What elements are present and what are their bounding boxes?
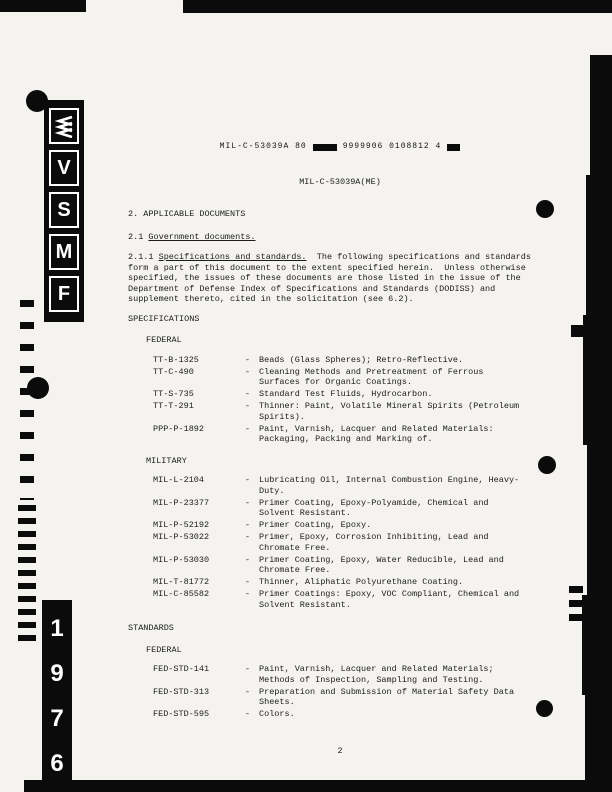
spec-row bbox=[153, 498, 552, 519]
spec-dash: - bbox=[245, 423, 251, 434]
scan-comb-marks-lower bbox=[18, 505, 36, 645]
spec-dash: - bbox=[245, 577, 251, 587]
sidebar-letter: M bbox=[55, 240, 73, 263]
spec-description: Paint, Varnish, Lacquer and Related Materials; Methods of Inspection, Sampling and Testing. bbox=[259, 664, 494, 685]
sidebar-digit: 1 bbox=[50, 614, 64, 642]
spec-description: Primer Coating, Epoxy. bbox=[259, 520, 372, 530]
spec-description: Cleaning Methods and Pretreatment of Ferrous Surfaces for Organic Coatings. bbox=[259, 366, 484, 387]
spec-row bbox=[153, 475, 552, 496]
microfiche-code-right: 9999906 0108812 4 bbox=[342, 142, 442, 151]
spec-number: TT-S-735 bbox=[153, 389, 194, 399]
paragraph-lead: Specifications and standards. bbox=[158, 252, 307, 262]
heading-standards: STANDARDS bbox=[128, 623, 174, 633]
scan-edge-bump bbox=[569, 586, 583, 593]
paragraph-number: 2.1.1 bbox=[128, 252, 159, 262]
heading-federal: FEDERAL bbox=[146, 335, 182, 345]
scan-edge-bump bbox=[571, 325, 585, 337]
spec-description: Preparation and Submission of Material Safety Data Sheets. bbox=[259, 686, 515, 707]
spec-number: MIL-P-53022 bbox=[153, 532, 210, 542]
spec-description: Primer Coating, Epoxy-Polyamide, Chemical and Solvent Resistant. bbox=[259, 497, 489, 518]
section-heading-applicable-documents: 2. APPLICABLE DOCUMENTS bbox=[128, 209, 246, 219]
spec-number: MIL-P-23377 bbox=[153, 497, 210, 508]
spec-number: FED-STD-595 bbox=[153, 709, 210, 719]
spec-description: Standard Test Fluids, Hydrocarbon. bbox=[259, 389, 433, 399]
registration-logo-icon bbox=[49, 108, 79, 144]
microfiche-digit-strip bbox=[42, 600, 72, 792]
federal-standards-list bbox=[128, 664, 552, 720]
scan-edge-right bbox=[587, 445, 612, 595]
scan-edge-bump bbox=[569, 600, 583, 607]
scan-edge-right bbox=[590, 55, 612, 175]
sidebar-digit: 9 bbox=[50, 659, 64, 687]
scan-edge-bottom bbox=[24, 780, 612, 792]
spec-row bbox=[153, 709, 552, 720]
federal-spec-list bbox=[128, 355, 552, 445]
spec-description: Thinner, Aliphatic Polyurethane Coating. bbox=[259, 577, 464, 587]
scan-edge-right bbox=[586, 175, 612, 315]
spec-dash: - bbox=[245, 664, 251, 674]
scan-mark-block bbox=[313, 144, 337, 151]
spec-dash: - bbox=[245, 532, 251, 542]
spec-description: Paint, Varnish, Lacquer and Related Materials: Packaging, Packing and Marking of. bbox=[259, 423, 494, 444]
document-id: MIL-C-53039A(ME) bbox=[299, 176, 381, 187]
microfiche-code-line bbox=[128, 142, 552, 153]
chevron-logo-icon bbox=[53, 114, 75, 138]
page-number: 2 bbox=[337, 745, 343, 756]
spec-dash: - bbox=[245, 354, 251, 365]
heading-military: MILITARY bbox=[146, 455, 187, 466]
spec-dash: - bbox=[245, 554, 251, 565]
spec-row bbox=[153, 401, 552, 422]
microfiche-sidebar bbox=[44, 100, 84, 322]
spec-row bbox=[153, 424, 552, 445]
spec-row bbox=[153, 389, 552, 400]
heading-federal-standards: FEDERAL bbox=[146, 644, 182, 655]
spec-row bbox=[153, 532, 552, 553]
subsection-heading-government-documents bbox=[128, 232, 552, 243]
spec-number: FED-STD-141 bbox=[153, 664, 210, 674]
scan-edge-right bbox=[583, 315, 612, 445]
spec-description: Beads (Glass Spheres); Retro-Reflective. bbox=[259, 354, 464, 365]
spec-row bbox=[153, 520, 552, 531]
sidebar-letter: S bbox=[57, 198, 71, 221]
scan-comb-marks-upper bbox=[20, 300, 34, 500]
spec-number: PPP-P-1892 bbox=[153, 423, 205, 434]
heading-specifications: SPECIFICATIONS bbox=[128, 313, 200, 324]
spec-description: Thinner: Paint, Volatile Mineral Spirits (Petroleum Spirits). bbox=[259, 401, 520, 422]
spec-dash: - bbox=[245, 520, 251, 530]
spec-number: MIL-T-81772 bbox=[153, 577, 210, 587]
sidebar-letter: V bbox=[57, 156, 71, 179]
spec-row bbox=[153, 555, 552, 576]
subsection-label: Government documents. bbox=[148, 231, 256, 242]
microfiche-code-left: MIL-C-53039A 80 bbox=[219, 142, 307, 151]
spec-dash: - bbox=[245, 475, 251, 485]
spec-description: Primer Coating, Epoxy, Water Reducible, Lead and Chromate Free. bbox=[259, 554, 504, 575]
sidebar-letter-box bbox=[49, 276, 79, 312]
spec-row bbox=[153, 367, 552, 388]
sidebar-letter-box bbox=[49, 234, 79, 270]
scan-artifact-top-right-bar bbox=[183, 0, 612, 13]
spec-dash: - bbox=[245, 366, 251, 377]
sidebar-digit: 7 bbox=[50, 704, 64, 732]
spec-row bbox=[153, 355, 552, 366]
sidebar-letter: F bbox=[57, 282, 71, 305]
scan-edge-bump bbox=[569, 614, 583, 621]
military-spec-list bbox=[128, 475, 552, 610]
spec-dash: - bbox=[245, 497, 251, 508]
spec-dash: - bbox=[245, 589, 251, 599]
spec-dash: - bbox=[245, 686, 251, 697]
spec-dash: - bbox=[245, 389, 251, 399]
spec-row bbox=[153, 577, 552, 588]
spec-number: TT-T-291 bbox=[153, 401, 194, 411]
spec-description: Lubricating Oil, Internal Combustion Engine, Heavy-Duty. bbox=[259, 475, 520, 496]
scan-mark-block bbox=[447, 144, 460, 151]
sidebar-letter-box bbox=[49, 150, 79, 186]
paragraph-body: The following specifications and standards form a part of this document to the extent specified herein. Unless otherwise specified, the issues of these documents are those listed in the issue of the Department of Defense Index of Specifications and Standards (DODISS) and supplement thereto, cited in the solicitation (see 6.2). bbox=[128, 252, 537, 304]
scan-edge-right bbox=[582, 595, 612, 695]
spec-number: MIL-P-52192 bbox=[153, 520, 210, 530]
document-content bbox=[128, 138, 552, 756]
spec-row bbox=[153, 687, 552, 708]
spec-number: TT-B-1325 bbox=[153, 354, 199, 365]
scan-edge-right bbox=[585, 695, 612, 792]
spec-number: MIL-L-2104 bbox=[153, 475, 205, 485]
spec-dash: - bbox=[245, 709, 251, 719]
spec-description: Colors. bbox=[259, 709, 295, 719]
spec-description: Primer Coatings: Epoxy, VOC Compliant, Chemical and Solvent Resistant. bbox=[259, 589, 520, 610]
spec-number: TT-C-490 bbox=[153, 366, 194, 377]
spec-number: FED-STD-313 bbox=[153, 686, 210, 697]
spec-number: MIL-P-53030 bbox=[153, 554, 210, 565]
spec-number: MIL-C-85582 bbox=[153, 589, 210, 599]
sidebar-digit: 6 bbox=[50, 749, 64, 777]
subsection-number: 2.1 bbox=[128, 231, 149, 242]
paragraph-2-1-1 bbox=[128, 252, 540, 305]
spec-description: Primer, Epoxy, Corrosion Inhibiting, Lead and Chromate Free. bbox=[259, 532, 489, 553]
sidebar-letter-list bbox=[49, 150, 79, 312]
spec-row bbox=[153, 664, 552, 685]
scan-artifact-top-left-bar bbox=[0, 0, 86, 12]
spec-dash: - bbox=[245, 401, 251, 411]
spec-row bbox=[153, 589, 552, 610]
sidebar-letter-box bbox=[49, 192, 79, 228]
